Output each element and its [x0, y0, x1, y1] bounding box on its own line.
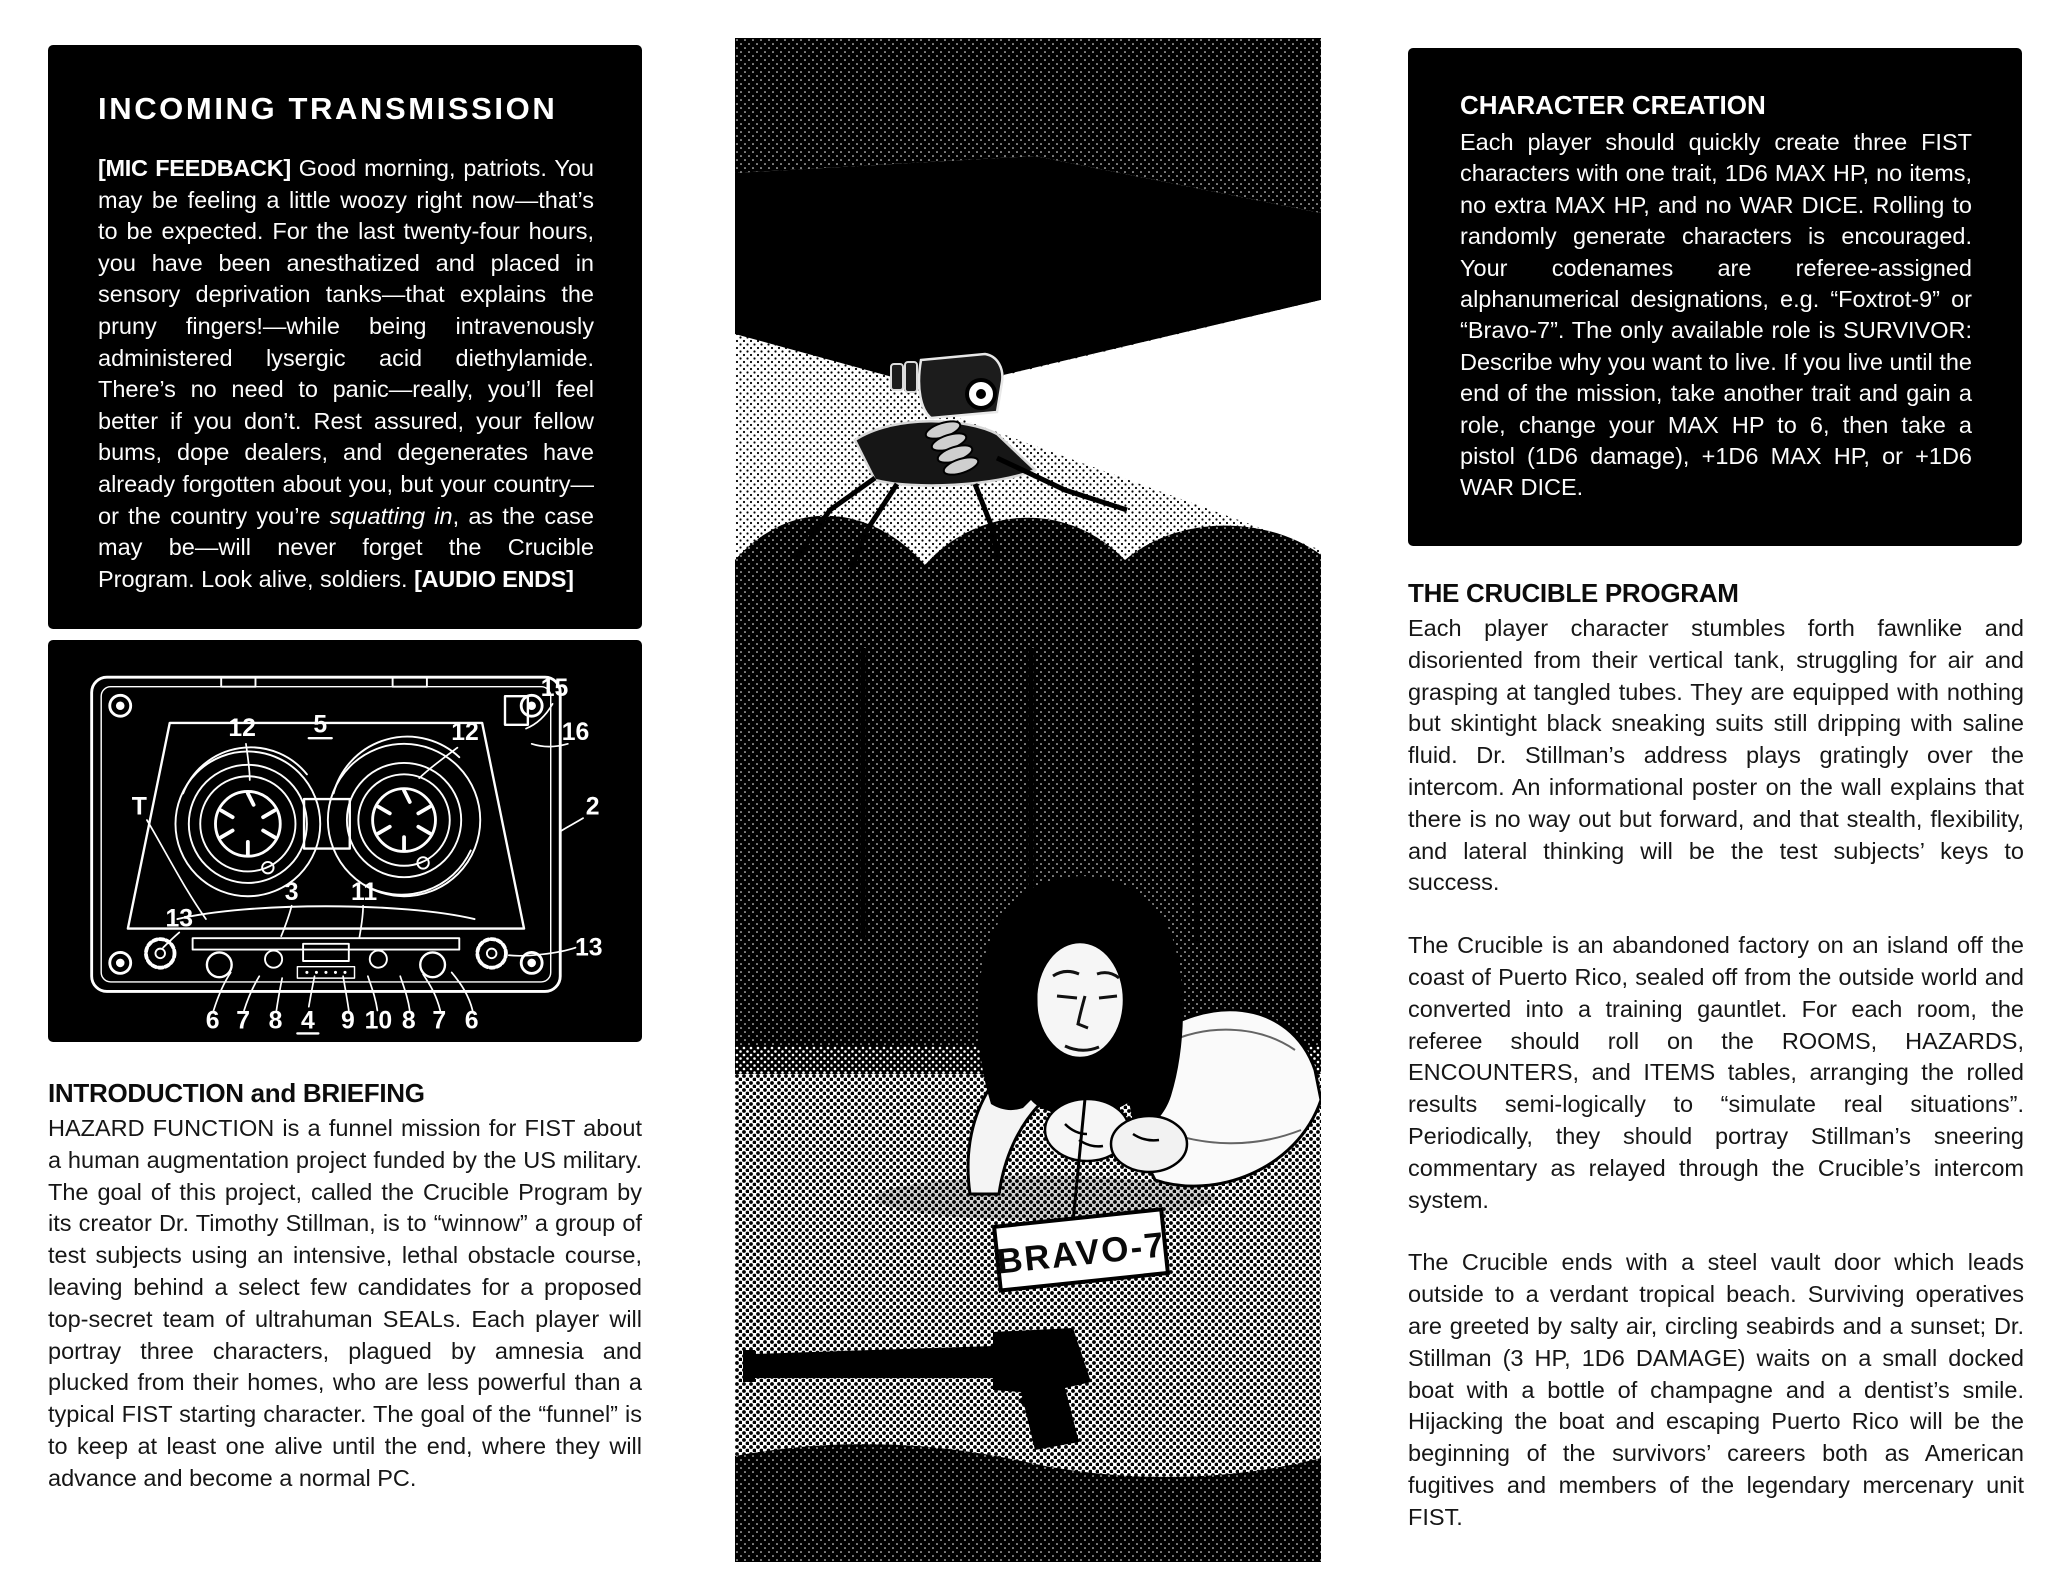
cassette-callout: 15: [540, 675, 569, 703]
character-creation-box: [1408, 48, 2022, 546]
cassette-callout: 6: [464, 1007, 479, 1035]
cassette-callout: 3: [284, 879, 299, 907]
cassette-callout: 2: [585, 793, 600, 821]
rubble-mounds: [735, 516, 1321, 648]
cassette-callout: 7: [236, 1007, 250, 1035]
intro-body: HAZARD FUNCTION is a funnel mission for FIST about a human augmentation project funded by the US military. The goal of this project, called the Crucible Program by its creator Dr. Timothy Stillman, is to “winnow” a group of test subjects using an intensive, lethal obstacle course, leaving behind a select few candidates for a proposed top-secret team of ultrahuman SEALs. Each player will portray three characters, plagued by amnesia and plucked from their homes, who are less powerful than a typical FIST starting character. The goal of the “funnel” is to keep at least one alive until the end, where they will advance and become a normal PC.: [48, 1115, 642, 1491]
crucible-paragraph: The Crucible ends with a steel vault door which leads outside to a verdant tropical beach. Surviving operatives are greeted by salty air, circling seabirds and a sunset; Dr. Stillman (3 HP, 1D6 DAMAGE) waits on a small docked boat with a bottle of champagne and a dentist’s smile. Hijacking the boat and escaping Puerto Rico will be the beginning of the survivors’ careers both as American fugitives and members of the legendary mercenary unit FIST.: [1408, 1249, 2024, 1530]
robot-vents: [891, 362, 917, 392]
intro-heading: INTRODUCTION and BRIEFING: [48, 1078, 425, 1108]
cassette-callout: 11: [350, 879, 378, 907]
transmission-text-a: Good morning, patriots. You may be feeling a little woozy right now—that’s to be expected. For the last twenty-four hours, you have been anesthatized and placed in sensory deprivation tanks—that explains the pruny fingers!—while being intravenously administered lysergic acid diethylamide. There’s no need to panic—really, you’ll feel better if you don’t. Rest assured, your fellow bums, dope dealers, and degenerates have already forgotten about you, but your country—or the country you’re: [98, 155, 594, 529]
illustration-svg: [735, 38, 1321, 1562]
cassette-callout: 13: [165, 905, 194, 933]
cassette-callout: 16: [561, 719, 590, 747]
cassette-callout: 12: [451, 719, 479, 747]
cassette-callout: 7: [432, 1007, 447, 1035]
cassette-callout: 9: [340, 1007, 355, 1035]
shell-notch: [221, 677, 255, 687]
cassette-callout: 5: [313, 711, 328, 739]
crucible-section: [1408, 578, 2024, 1565]
transmission-body: [98, 153, 594, 595]
audio-ends-label: [AUDIO ENDS]: [414, 565, 574, 592]
crucible-paragraph: The Crucible is an abandoned factory on an island off the coast of Puerto Rico, sealed off from the outside world and converted into a training gauntlet. For each room, the referee should roll on the ROOMS, HAZARDS, ENCOUNTERS, and ITEMS tables, arranging the rolled results semi-logically to “simulate real situations”. Periodically, they should portray Stillman’s sneering commentary as relayed through the Crucible’s intercom system.: [1408, 932, 2024, 1213]
transmission-text-b: , as the case may be—will never forget the Crucible Program. Look alive, soldiers.: [98, 502, 594, 592]
cassette-figure: [48, 640, 642, 1042]
cassette-diagram-svg: [65, 641, 625, 1041]
face: [1036, 942, 1124, 1058]
center-illustration: [735, 38, 1321, 1562]
crucible-paragraph: Each player character stumbles forth fawnlike and disoriented from their vertical tank, struggling for air and grasping at tangled tubes. They are equipped with nothing but skintight black sneaking suits still dripping with saline fluid. Dr. Stillman’s address plays gratingly over the intercom. An informational poster on the wall explains that there is no way out but forward, and that stealth, flexibility, and lateral thinking will be the test subjects’ keys to success.: [1408, 615, 2024, 896]
transmission-box: [48, 45, 642, 629]
cassette-callout: 12: [228, 715, 256, 743]
intro-section: [48, 1078, 642, 1526]
cassette-callout: 13: [575, 934, 603, 962]
transmission-italic: squatting in: [329, 502, 453, 529]
crucible-heading: THE CRUCIBLE PROGRAM: [1408, 578, 1739, 608]
cassette-callout: 8: [268, 1007, 283, 1035]
cassette-callout: 4: [300, 1007, 315, 1035]
bravo-tag-text: BRAVO-7: [995, 1225, 1168, 1282]
robot-eye-lamp: [967, 380, 995, 408]
cassette-callout: 8: [401, 1007, 416, 1035]
cassette-callout: 6: [205, 1007, 220, 1035]
cassette-callout: 10: [364, 1007, 393, 1035]
character-creation-heading: CHARACTER CREATION: [1460, 90, 1766, 120]
transmission-title: INCOMING TRANSMISSION: [98, 91, 558, 126]
character-creation-body: Each player should quickly create three FIST characters with one trait, 1D6 MAX HP, no items, no extra MAX HP, and no WAR DICE. Rolling to randomly generate characters is encouraged. Your codenames are referee-assigned alphanumerical designations, e.g. “Foxtrot-9” or “Bravo-7”. The only available role is SURVIVOR: Describe why you want to live. If you live until the end of the mission, take another trait and gain a role, change your MAX HP to 6, then take a pistol (1D6 damage), +1D6 MAX HP, or +1D6 WAR DICE.: [1460, 129, 1972, 501]
cassette-callout: T: [131, 793, 147, 821]
mic-feedback-label: [MIC FEEDBACK]: [98, 155, 291, 181]
